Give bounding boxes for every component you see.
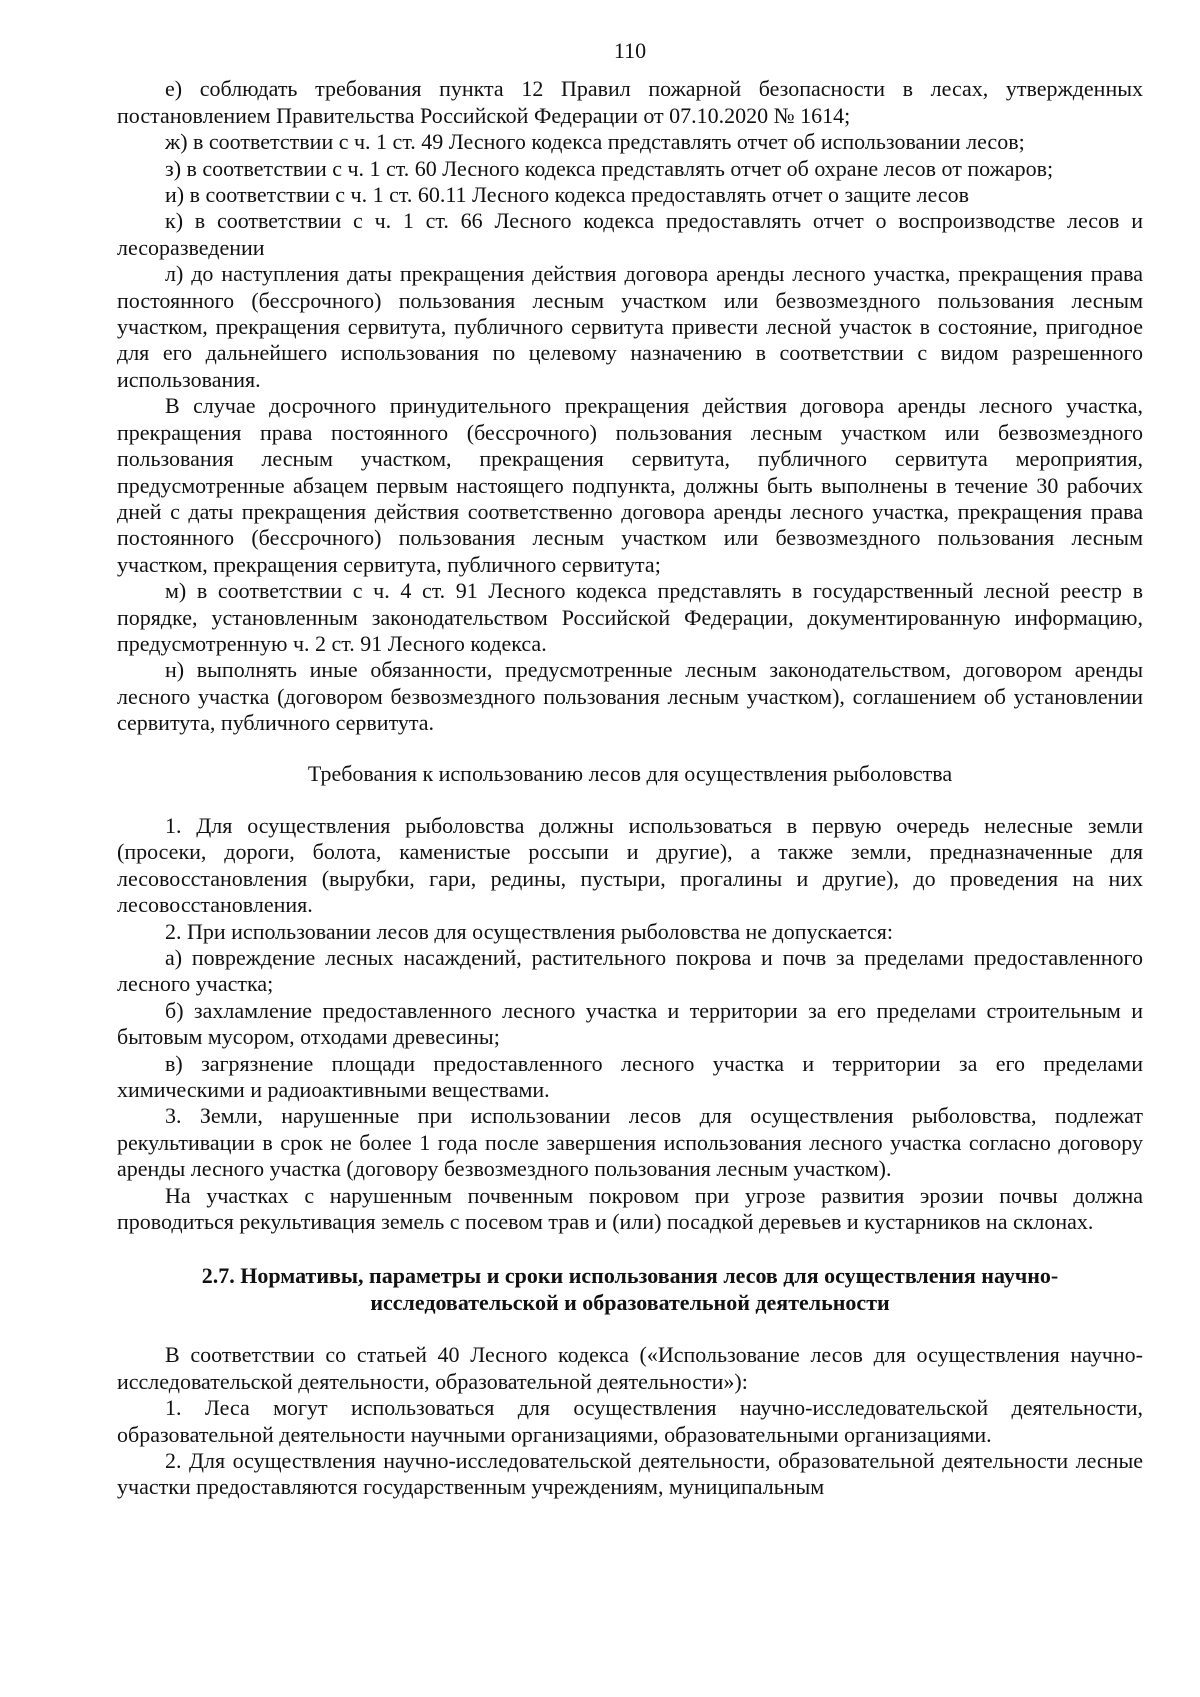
paragraph: м) в соответствии с ч. 4 ст. 91 Лесного кодекса представлять в государственный лесной реестр в порядке, установленным законодательством Российской Федерации, документированную информацию, предусмотренную ч. 2 ст. 91 Лесного кодекса. — [117, 578, 1143, 656]
chapter-heading-line: исследовательской и образовательной деятельности — [370, 1289, 890, 1315]
paragraph: в) загрязнение площади предоставленного лесного участка и территории за его пределами химическими и радиоактивными веществами. — [117, 1050, 1143, 1103]
paragraph: На участках с нарушенным почвенным покровом при угрозе развития эрозии почвы должна проводиться рекультивация земель с посевом трав и (или) посадкой деревьев и кустарников на склонах. — [117, 1182, 1143, 1235]
obligations-list — [117, 76, 1143, 736]
paragraph: а) повреждение лесных насаждений, растительного покрова и почв за пределами предоставленного лесного участка; — [117, 945, 1143, 997]
paragraph: 2. При использовании лесов для осуществления рыболовства не допускается: — [165, 918, 894, 944]
paragraph: з) в соответствии с ч. 1 ст. 60 Лесного кодекса представлять отчет об охране лесов от пожаров; — [165, 155, 1054, 181]
paragraph: ж) в соответствии с ч. 1 ст. 49 Лесного кодекса представлять отчет об использовании лесов; — [165, 129, 1025, 155]
paragraph: 2. Для осуществления научно-исследовательской деятельности, образовательной деятельности лесные участки предоставляются государственным учреждениям, муниципальным — [117, 1447, 1143, 1500]
paragraph: к) в соответствии с ч. 1 ст. 66 Лесного кодекса предоставлять отчет о воспроизводстве лесов и лесоразведении — [117, 208, 1143, 260]
section-heading: Требования к использованию лесов для осуществления рыболовства — [307, 760, 953, 786]
paragraph: б) захламление предоставленного лесного участка и территории за его пределами строительным и бытовым мусором, отходами древесины; — [117, 997, 1143, 1050]
paragraph: и) в соответствии с ч. 1 ст. 60.11 Лесного кодекса предоставлять отчет о защите лесов — [165, 182, 969, 208]
paragraph: н) выполнять иные обязанности, предусмотренные лесным законодательством, договором аренды лесного участка (договором безвозмездного пользования лесным участком), соглашением об установлении сервитута, публичного сервитута. — [117, 657, 1143, 736]
paragraph: 1. Для осуществления рыболовства должны использоваться в первую очередь нелесные земли (просеки, дороги, болота, каменистые россыпи и другие), а также земли, предназначенные для лесовосстановления (вырубки, гари, редины, пустыри, прогалины и другие), до проведения на них лесовосстановления. — [117, 812, 1143, 918]
chapter-heading — [117, 1263, 1143, 1316]
paragraph: л) до наступления даты прекращения действия договора аренды лесного участка, прекращения права постоянного (бессрочного) пользования лесным участком или безвозмездного пользования лесным участком, прекращения сервитута, публичного сервитута привести лесной участок в состояние, пригодное для его дальнейшего использования по целевому назначению в соответствии с видом разрешенного использования. — [117, 261, 1143, 392]
paragraph: В соответствии со статьей 40 Лесного кодекса («Использование лесов для осуществления научно-исследовательской деятельности, образовательной деятельности»): — [117, 1342, 1143, 1394]
paragraph: 3. Земли, нарушенные при использовании лесов для осуществления рыболовства, подлежат рекультивации в срок не более 1 года после завершения использования лесного участка согласно договору аренды лесного участка (договору безвозмездного пользования лесным участком). — [117, 1103, 1143, 1182]
page-number: 110 — [613, 38, 647, 63]
paragraph: В случае досрочного принудительного прекращения действия договора аренды лесного участка, прекращения права постоянного (бессрочного) пользования лесным участком или безвозмездного пользования лесным участком, прекращения сервитута, публичного сервитута мероприятия, предусмотренные абзацем первым настоящего подпункта, должны быть выполнены в течение 30 рабочих дней с даты прекращения действия соответственно договора аренды лесного участка, прекращения права постоянного (бессрочного) пользования лесным участком или безвозмездного пользования лесным участком, прекращения сервитута, публичного сервитута; — [117, 393, 1143, 577]
chapter-heading-line: 2.7. Нормативы, параметры и сроки использования лесов для осуществления научно- — [201, 1263, 1059, 1289]
fishing-requirements — [117, 813, 1143, 1236]
research-section — [117, 1342, 1143, 1500]
paragraph: е) соблюдать требования пункта 12 Правил пожарной безопасности в лесах, утвержденных постановлением Правительства Российской Федерации от 07.10.2020 № 1614; — [117, 76, 1143, 128]
paragraph: 1. Леса могут использоваться для осуществления научно-исследовательской деятельности, образовательной деятельности научными организациями, образовательными организациями. — [117, 1395, 1143, 1447]
